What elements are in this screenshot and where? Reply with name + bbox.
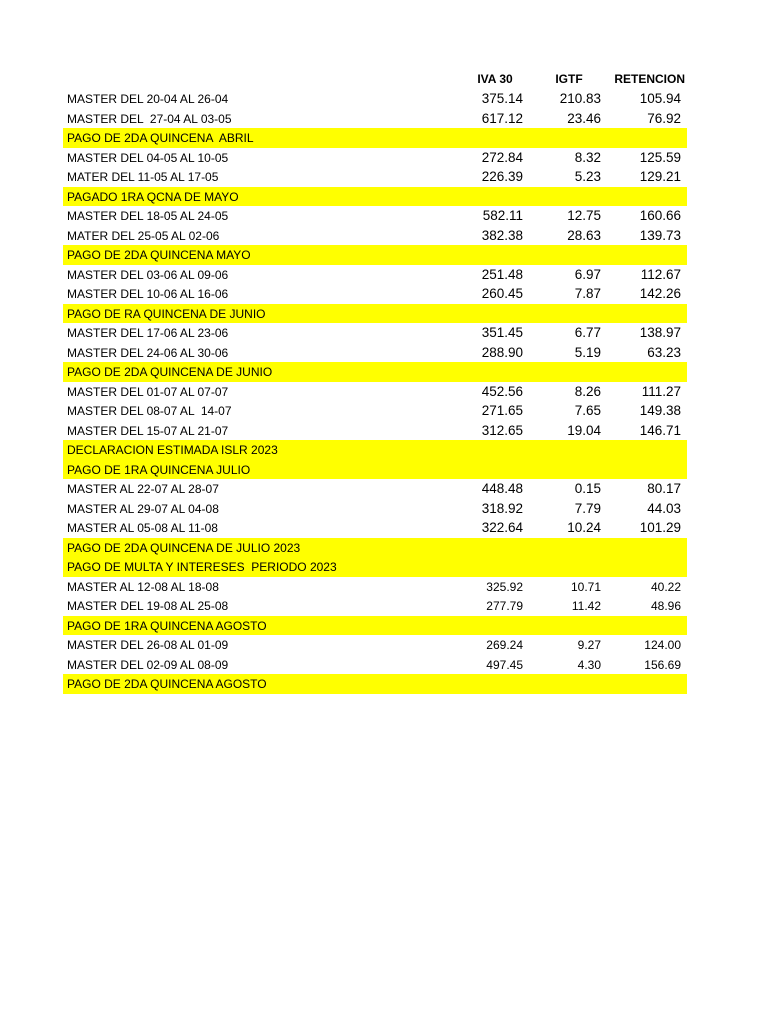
iva-value: 277.79 (486, 599, 523, 613)
iva-value: 448.48 (481, 481, 523, 496)
iva-value: 497.45 (486, 657, 523, 672)
row-label: MASTER AL 05-08 AL 11-08 (67, 521, 218, 535)
row-label: PAGO DE RA QUINCENA DE JUNIO (67, 306, 266, 321)
table-row (63, 89, 687, 109)
retencion-value: 105.94 (639, 91, 681, 106)
igtf-value: 10.24 (567, 520, 601, 535)
table-row (63, 577, 687, 597)
payment-row (63, 245, 687, 265)
payment-row (63, 187, 687, 207)
iva-value: 288.90 (481, 344, 523, 360)
table-row (63, 265, 687, 285)
table-row (63, 655, 687, 675)
iva-value: 617.12 (481, 110, 523, 126)
igtf-value: 11.42 (571, 599, 601, 613)
iva-value: 226.39 (481, 169, 523, 184)
row-label: MASTER AL 22-07 AL 28-07 (67, 482, 219, 496)
table-row (63, 206, 687, 226)
retencion-value: 146.71 (639, 422, 681, 438)
igtf-value: 19.04 (567, 422, 601, 438)
row-label: PAGO DE 1RA QUINCENA JULIO (67, 462, 251, 477)
table-row (63, 401, 687, 421)
header-retencion: RETENCION (614, 72, 685, 86)
table-row (63, 635, 687, 655)
row-label: PAGADO 1RA QCNA DE MAYO (67, 189, 239, 204)
table-row (63, 421, 687, 441)
igtf-value: 5.23 (574, 169, 601, 184)
retencion-value: 44.03 (647, 500, 681, 516)
iva-value: 375.14 (481, 91, 523, 106)
igtf-value: 7.79 (574, 500, 601, 516)
payment-row (63, 304, 687, 324)
payment-row (63, 538, 687, 558)
payment-row (63, 440, 687, 460)
retencion-value: 80.17 (647, 481, 681, 496)
iva-value: 351.45 (481, 325, 523, 340)
header-igtf: IGTF (555, 72, 583, 86)
row-label: PAGO DE 2DA QUINCENA ABRIL (67, 131, 254, 145)
table-row (63, 479, 687, 499)
row-label: DECLARACION ESTIMADA ISLR 2023 (67, 443, 278, 457)
iva-value: 312.65 (481, 422, 523, 438)
igtf-value: 10.71 (570, 579, 601, 594)
table-row (63, 167, 687, 187)
igtf-value: 12.75 (567, 208, 601, 223)
payment-row (63, 128, 687, 148)
retencion-value: 112.67 (640, 266, 681, 282)
retencion-value: 124.00 (644, 638, 681, 652)
header-iva: IVA 30 (477, 72, 513, 86)
payment-row (63, 616, 687, 636)
spreadsheet (63, 69, 687, 694)
igtf-value: 0.15 (574, 481, 601, 496)
row-label: MATER DEL 11-05 AL 17-05 (67, 170, 219, 184)
row-label: MASTER AL 12-08 AL 18-08 (67, 579, 219, 594)
iva-value: 251.48 (481, 266, 523, 282)
row-label: PAGO DE 2DA QUINCENA DE JUNIO (67, 365, 273, 379)
retencion-value: 125.59 (639, 149, 681, 165)
igtf-value: 28.63 (567, 227, 601, 243)
retencion-value: 149.38 (639, 403, 681, 418)
row-label: MASTER DEL 10-06 AL 16-06 (67, 287, 229, 301)
igtf-value: 6.77 (574, 325, 601, 340)
igtf-value: 7.87 (574, 286, 601, 301)
table-row (63, 382, 687, 402)
iva-value: 272.84 (481, 149, 523, 165)
table-row (63, 499, 687, 519)
igtf-value: 23.46 (567, 110, 601, 126)
igtf-value: 4.30 (577, 657, 601, 672)
row-label: MASTER DEL 26-08 AL 01-09 (67, 638, 229, 652)
row-label: MASTER DEL 18-05 AL 24-05 (67, 209, 229, 223)
payment-row (63, 557, 687, 577)
table-row (63, 343, 687, 363)
payment-row (63, 674, 687, 694)
igtf-value: 6.97 (574, 266, 601, 282)
iva-value: 271.65 (481, 403, 523, 418)
table-row (63, 596, 687, 616)
row-label: PAGO DE 1RA QUINCENA AGOSTO (67, 618, 267, 633)
table-row (63, 518, 687, 538)
retencion-value: 142.26 (639, 286, 681, 301)
iva-value: 382.38 (481, 227, 523, 243)
row-label: MATER DEL 25-05 AL 02-06 (67, 228, 220, 243)
igtf-value: 210.83 (559, 91, 601, 106)
retencion-value: 139.73 (639, 227, 681, 243)
retencion-value: 138.97 (639, 325, 681, 340)
igtf-value: 8.32 (574, 149, 601, 165)
row-label: PAGO DE 2DA QUINCENA DE JULIO 2023 (67, 540, 301, 555)
row-label: MASTER DEL 15-07 AL 21-07 (67, 423, 229, 438)
retencion-value: 156.69 (644, 657, 681, 672)
igtf-value: 8.26 (574, 383, 601, 399)
iva-value: 318.92 (481, 500, 523, 516)
table-row (63, 148, 687, 168)
row-label: MASTER DEL 04-05 AL 10-05 (67, 150, 229, 165)
table-row (63, 284, 687, 304)
row-label: MASTER DEL 01-07 AL 07-07 (67, 384, 229, 399)
retencion-value: 48.96 (650, 599, 681, 613)
iva-value: 322.64 (481, 520, 523, 535)
row-label: MASTER DEL 17-06 AL 23-06 (67, 326, 229, 340)
retencion-value: 160.66 (639, 208, 681, 223)
row-label: PAGO DE 2DA QUINCENA MAYO (67, 248, 251, 262)
row-label: MASTER AL 29-07 AL 04-08 (67, 501, 219, 516)
retencion-value: 76.92 (647, 110, 681, 126)
iva-value: 452.56 (481, 383, 523, 399)
row-label: MASTER DEL 20-04 AL 26-04 (67, 92, 229, 106)
iva-value: 260.45 (481, 286, 523, 301)
payment-row (63, 362, 687, 382)
igtf-value: 9.27 (577, 638, 601, 652)
retencion-value: 40.22 (650, 579, 681, 594)
igtf-value: 5.19 (574, 344, 601, 360)
row-label: PAGO DE 2DA QUINCENA AGOSTO (67, 677, 267, 691)
table-row (63, 109, 687, 129)
row-label: PAGO DE MULTA Y INTERESES PERIODO 2023 (67, 560, 337, 574)
retencion-value: 101.29 (639, 520, 681, 535)
header-row (63, 69, 687, 89)
iva-value: 269.24 (486, 638, 523, 652)
row-label: MASTER DEL 08-07 AL 14-07 (67, 404, 232, 418)
table-row (63, 323, 687, 343)
row-label: MASTER DEL 19-08 AL 25-08 (67, 599, 229, 613)
payment-row (63, 460, 687, 480)
retencion-value: 63.23 (647, 344, 681, 360)
igtf-value: 7.65 (574, 403, 601, 418)
retencion-value: 111.27 (641, 383, 681, 399)
row-label: MASTER DEL 02-09 AL 08-09 (67, 657, 229, 672)
table-row (63, 226, 687, 246)
retencion-value: 129.21 (639, 169, 681, 184)
table-body (63, 89, 687, 694)
row-label: MASTER DEL 03-06 AL 09-06 (67, 267, 229, 282)
iva-value: 582.11 (482, 208, 523, 223)
iva-value: 325.92 (486, 579, 523, 594)
row-label: MASTER DEL 27-04 AL 03-05 (67, 111, 232, 126)
row-label: MASTER DEL 24-06 AL 30-06 (67, 345, 229, 360)
